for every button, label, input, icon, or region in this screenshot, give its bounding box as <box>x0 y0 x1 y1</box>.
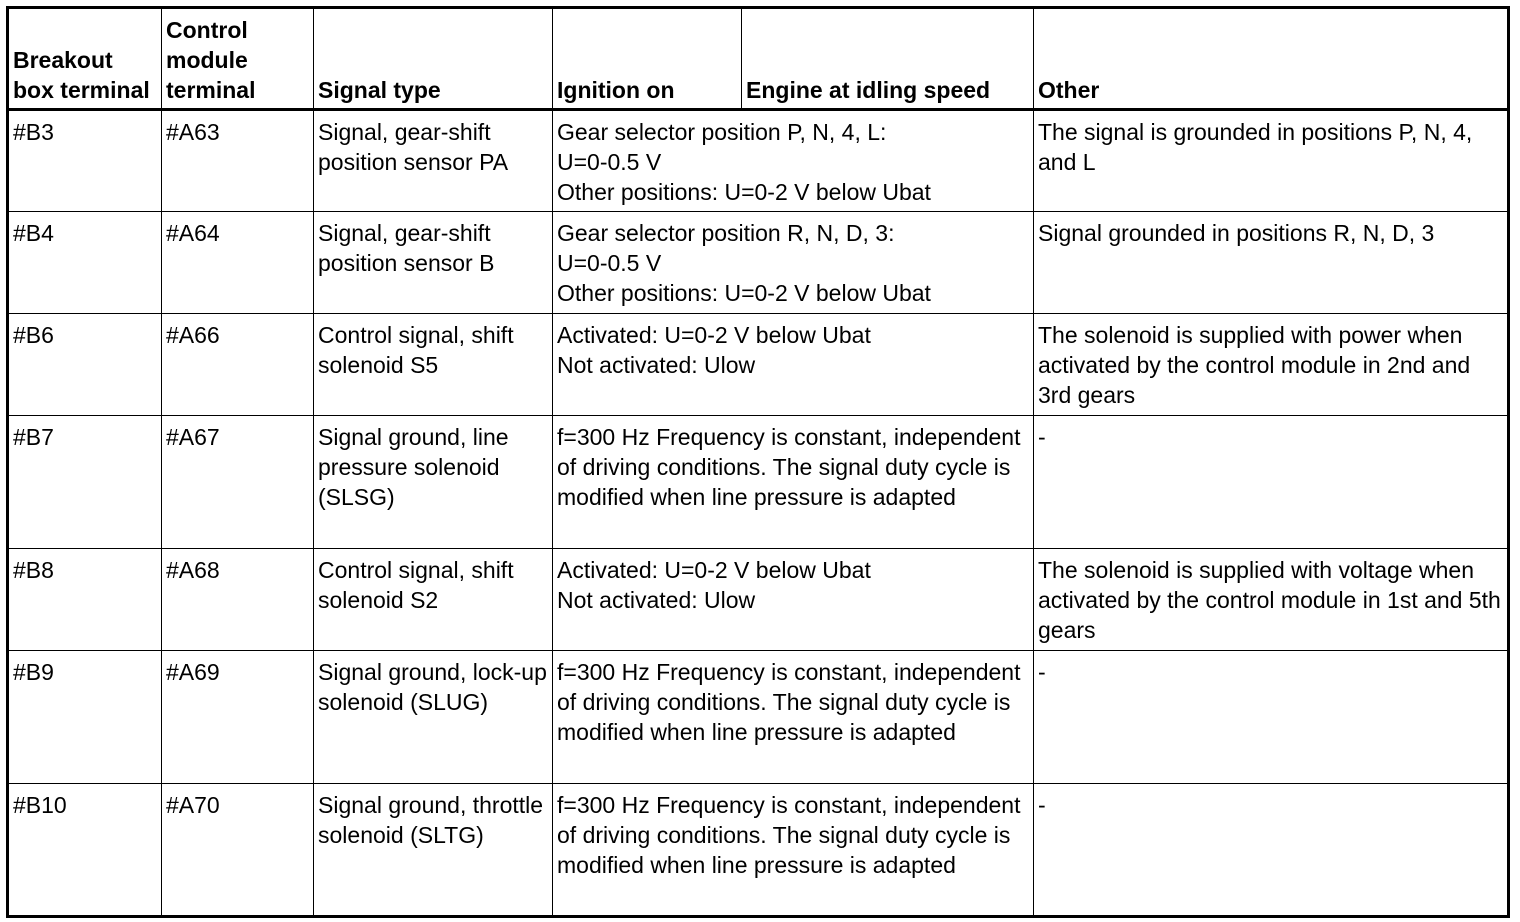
cell-control-terminal: #A66 <box>162 314 314 416</box>
header-other: Other <box>1034 8 1509 110</box>
table-row <box>8 784 1509 917</box>
cell-other: - <box>1034 651 1509 784</box>
measured-value-text: f=300 Hz Frequency is constant, independent of driving conditions. The signal duty cycle is modified when line pressure is adapted <box>557 792 1021 878</box>
cell-measured-value <box>553 549 1034 651</box>
header-ignition-on: Ignition on <box>553 8 742 110</box>
cell-breakout-terminal: #B9 <box>8 651 162 784</box>
table-row <box>8 212 1509 314</box>
cell-control-terminal: #A67 <box>162 416 314 549</box>
cell-measured-value <box>553 416 1034 549</box>
header-engine-idling-speed: Engine at idling speed <box>742 8 1034 110</box>
cell-breakout-terminal: #B3 <box>8 110 162 212</box>
cell-signal-type: Signal ground, lock-up solenoid (SLUG) <box>314 651 553 784</box>
cell-other: Signal grounded in positions R, N, D, 3 <box>1034 212 1509 314</box>
measured-value-text: Gear selector position R, N, D, 3: U=0-0.5 V Other positions: U=0-2 V below Ubat <box>557 220 931 306</box>
cell-breakout-terminal: #B6 <box>8 314 162 416</box>
cell-control-terminal: #A63 <box>162 110 314 212</box>
cell-other: The solenoid is supplied with power when activated by the control module in 2nd and 3rd gears <box>1034 314 1509 416</box>
cell-control-terminal: #A70 <box>162 784 314 917</box>
header-control-module-terminal: Control module terminal <box>162 8 314 110</box>
cell-breakout-terminal: #B8 <box>8 549 162 651</box>
header-signal-type: Signal type <box>314 8 553 110</box>
cell-other: The signal is grounded in positions P, N, 4, and L <box>1034 110 1509 212</box>
cell-control-terminal: #A69 <box>162 651 314 784</box>
table-row <box>8 651 1509 784</box>
cell-signal-type: Signal, gear-shift position sensor PA <box>314 110 553 212</box>
document-page <box>6 6 1510 918</box>
cell-control-terminal: #A64 <box>162 212 314 314</box>
header-breakout-box-terminal: Breakout box terminal <box>8 8 162 110</box>
cell-measured-value <box>553 651 1034 784</box>
cell-breakout-terminal: #B4 <box>8 212 162 314</box>
cell-signal-type: Control signal, shift solenoid S5 <box>314 314 553 416</box>
table-row <box>8 314 1509 416</box>
cell-other: - <box>1034 416 1509 549</box>
measured-value-text: f=300 Hz Frequency is constant, independent of driving conditions. The signal duty cycle is modified when line pressure is adapted <box>557 424 1021 510</box>
cell-measured-value <box>553 110 1034 212</box>
cell-signal-type: Signal ground, line pressure solenoid (SLSG) <box>314 416 553 549</box>
cell-signal-type: Control signal, shift solenoid S2 <box>314 549 553 651</box>
cell-breakout-terminal: #B10 <box>8 784 162 917</box>
cell-signal-type: Signal, gear-shift position sensor B <box>314 212 553 314</box>
measured-value-text: f=300 Hz Frequency is constant, independent of driving conditions. The signal duty cycle is modified when line pressure is adapted <box>557 659 1021 745</box>
cell-measured-value <box>553 314 1034 416</box>
measured-value-text: Activated: U=0-2 V below Ubat Not activated: Ulow <box>557 322 871 378</box>
table-header-row <box>8 8 1509 110</box>
terminal-signal-table <box>6 6 1510 918</box>
table-row <box>8 110 1509 212</box>
cell-measured-value <box>553 784 1034 917</box>
table-row <box>8 549 1509 651</box>
cell-measured-value <box>553 212 1034 314</box>
cell-breakout-terminal: #B7 <box>8 416 162 549</box>
measured-value-text: Gear selector position P, N, 4, L: U=0-0.5 V Other positions: U=0-2 V below Ubat <box>557 119 931 205</box>
measured-value-text: Activated: U=0-2 V below Ubat Not activated: Ulow <box>557 557 871 613</box>
table-row <box>8 416 1509 549</box>
cell-signal-type: Signal ground, throttle solenoid (SLTG) <box>314 784 553 917</box>
cell-control-terminal: #A68 <box>162 549 314 651</box>
cell-other: - <box>1034 784 1509 917</box>
cell-other: The solenoid is supplied with voltage when activated by the control module in 1st and 5th gears <box>1034 549 1509 651</box>
